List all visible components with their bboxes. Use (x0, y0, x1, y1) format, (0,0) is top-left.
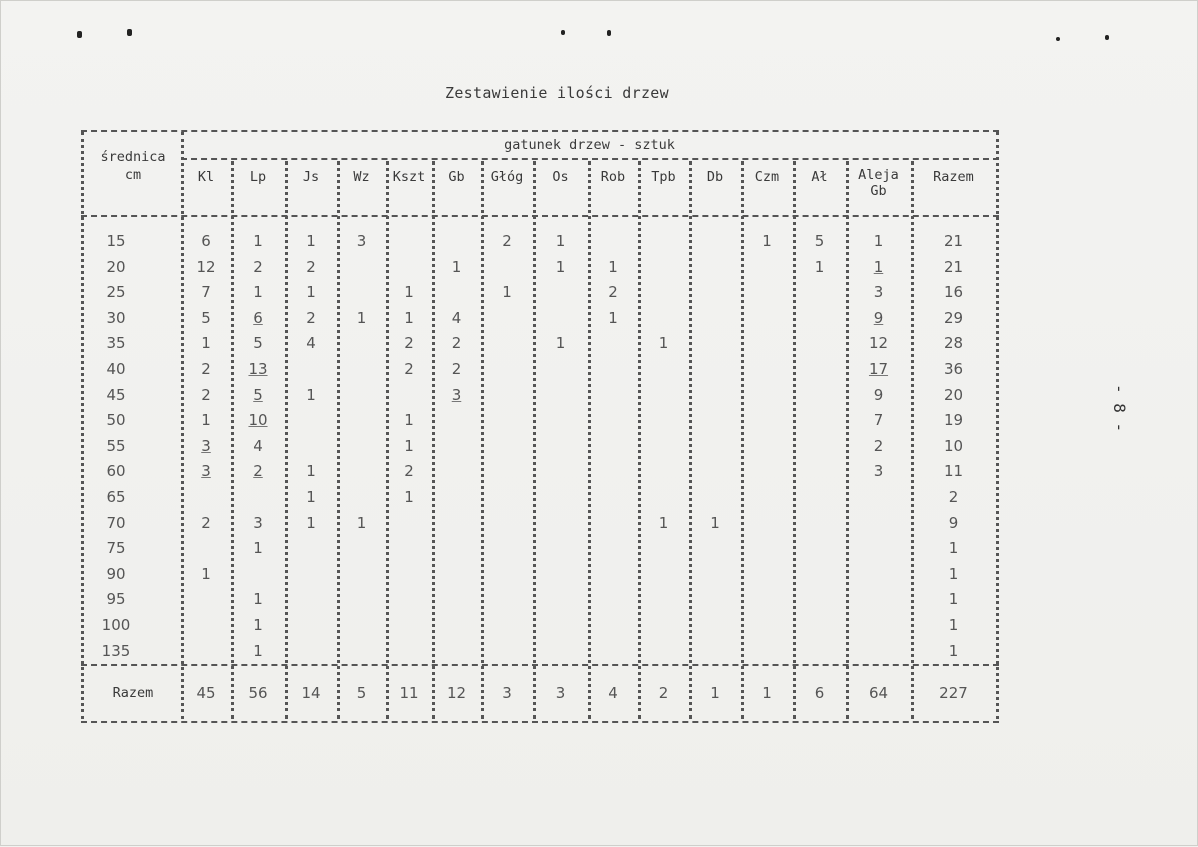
table-cell: 2 (201, 513, 211, 532)
table-cell: 9 (948, 513, 959, 532)
totals-cell: 3 (502, 684, 512, 702)
totals-cell: 5 (356, 684, 367, 702)
column-header: Gb (448, 169, 465, 185)
table-cell: 20 (943, 385, 964, 404)
table-cell: 6 (201, 232, 211, 250)
table-cell: 5 (253, 334, 263, 353)
totals-cell: 12 (446, 684, 467, 702)
column-header: Głóg (490, 169, 524, 185)
table-cell: 13 (248, 360, 268, 378)
table-cell: 1 (948, 641, 959, 660)
table-cell: 2 (502, 232, 512, 250)
column-divider (638, 161, 641, 719)
table-cell: 1 (608, 257, 618, 276)
table-cell: 1 (253, 641, 263, 660)
table-cell: 1 (404, 488, 414, 506)
table-cell: 1 (201, 564, 211, 583)
table-cell: 36 (943, 360, 964, 378)
table-cell: 1 (948, 616, 959, 634)
table-cell: 7 (873, 411, 884, 430)
row-diameter-label: 35 (106, 334, 126, 353)
table-cell: 1 (306, 462, 316, 481)
table-cell: 3 (873, 283, 884, 302)
column-header: Kl (197, 169, 215, 185)
table-cell: 2 (608, 283, 618, 302)
table-cell: 12 (196, 257, 216, 276)
table-cell: 12 (868, 334, 889, 353)
table-cell: 1 (356, 308, 367, 327)
column-header: Wz (353, 169, 370, 185)
table-cell: 1 (555, 334, 566, 353)
totals-cell: 227 (939, 684, 968, 702)
totals-cell: 1 (710, 684, 720, 702)
row-diameter-label: 15 (106, 232, 126, 250)
totals-label: Razem (112, 685, 154, 701)
table-cell: 6 (253, 308, 263, 327)
table-cell: 1 (253, 539, 263, 558)
column-divider (996, 132, 999, 719)
table-cell: 1 (502, 283, 512, 302)
table-cell: 3 (253, 513, 263, 532)
table-cell: 1 (201, 411, 211, 430)
row-diameter-label: 30 (106, 308, 126, 327)
row-diameter-label: 100 (101, 616, 131, 634)
table-cell: 9 (873, 385, 884, 404)
row-diameter-label: 70 (106, 513, 126, 532)
table-cell: 2 (306, 308, 316, 327)
column-header: Os (552, 169, 569, 185)
column-divider (689, 161, 692, 719)
totals-cell: 14 (301, 684, 321, 702)
totals-cell: 1 (762, 684, 772, 702)
document-title: Zestawienie ilości drzew (445, 84, 669, 102)
row-diameter-label: 135 (101, 641, 131, 660)
table-top-rule (81, 130, 999, 132)
totals-cell: 4 (608, 684, 618, 702)
row-header-unit: cm (124, 167, 142, 183)
column-header: Tpb (651, 169, 676, 185)
row-diameter-label: 45 (106, 385, 126, 404)
column-header: Razem (933, 169, 974, 185)
table-cell: 3 (356, 232, 367, 250)
totals-top-rule (81, 664, 999, 666)
table-cell: 4 (451, 308, 462, 327)
table-cell: 3 (201, 462, 211, 481)
table-cell: 21 (943, 257, 964, 276)
table-cell: 7 (201, 283, 211, 302)
column-header: Czm (754, 169, 780, 185)
page-number: - 8 - (1110, 384, 1129, 433)
table-cell: 2 (201, 360, 211, 378)
table-cell: 1 (306, 513, 316, 532)
column-divider (432, 161, 435, 719)
table-cell: 5 (814, 232, 825, 250)
table-cell: 1 (555, 257, 566, 276)
tree-count-table (1, 1, 1198, 847)
column-header: Db (706, 169, 724, 185)
column-header: Kszt (392, 169, 426, 185)
row-diameter-label: 65 (106, 488, 126, 506)
table-cell: 2 (201, 385, 211, 404)
row-diameter-label: 75 (106, 539, 126, 558)
table-cell: 19 (943, 411, 964, 430)
table-cell: 2 (404, 334, 414, 353)
row-diameter-label: 60 (106, 462, 126, 481)
table-cell: 1 (762, 232, 772, 250)
column-divider (588, 161, 591, 719)
table-cell: 21 (943, 232, 964, 250)
table-cell: 2 (404, 360, 414, 378)
table-cell: 1 (306, 385, 316, 404)
table-cell: 1 (404, 283, 414, 302)
row-header-label: średnica (100, 149, 166, 165)
column-header: Aleja Gb (858, 167, 899, 199)
table-cell: 4 (306, 334, 316, 353)
table-cell: 2 (948, 488, 959, 506)
table-cell: 1 (710, 513, 720, 532)
row-diameter-label: 55 (106, 436, 126, 455)
table-cell: 9 (873, 308, 884, 327)
header-bottom-rule (81, 215, 999, 217)
totals-cell: 3 (555, 684, 566, 702)
table-cell: 10 (248, 411, 268, 430)
table-cell: 28 (943, 334, 964, 353)
table-cell: 1 (306, 488, 316, 506)
table-cell: 1 (306, 232, 316, 250)
table-cell: 2 (253, 462, 263, 481)
table-cell: 2 (404, 462, 414, 481)
column-header: Rob (600, 169, 626, 185)
table-cell: 5 (201, 308, 211, 327)
table-cell: 1 (608, 308, 618, 327)
table-cell: 16 (943, 283, 964, 302)
table-cell: 1 (404, 436, 414, 455)
table-cell: 1 (451, 257, 462, 276)
table-cell: 3 (873, 462, 884, 481)
table-cell: 1 (253, 590, 263, 609)
table-cell: 1 (404, 411, 414, 430)
table-cell: 29 (943, 308, 964, 327)
table-cell: 1 (658, 334, 669, 353)
table-cell: 3 (201, 436, 211, 455)
table-cell: 1 (948, 564, 959, 583)
totals-cell: 56 (248, 684, 268, 702)
table-cell: 1 (253, 232, 263, 250)
row-diameter-label: 90 (106, 564, 126, 583)
row-diameter-label: 95 (106, 590, 126, 609)
table-cell: 1 (306, 283, 316, 302)
header-divider-rule (181, 158, 999, 160)
table-cell: 2 (253, 257, 263, 276)
table-cell: 4 (253, 436, 263, 455)
totals-cell: 2 (658, 684, 669, 702)
row-diameter-label: 50 (106, 411, 126, 430)
table-cell: 10 (943, 436, 964, 455)
table-cell: 2 (306, 257, 316, 276)
table-cell: 1 (948, 539, 959, 558)
table-cell: 1 (658, 513, 669, 532)
totals-cell: 64 (868, 684, 889, 702)
row-diameter-label: 25 (106, 283, 126, 302)
totals-cell: 45 (196, 684, 216, 702)
row-diameter-label: 20 (106, 257, 126, 276)
table-cell: 1 (201, 334, 211, 353)
table-cell: 1 (873, 232, 884, 250)
table-bottom-rule (81, 721, 999, 723)
column-group-header: gatunek drzew - sztuk (504, 137, 675, 153)
table-cell: 1 (253, 616, 263, 634)
totals-cell: 11 (399, 684, 419, 702)
totals-cell: 6 (814, 684, 825, 702)
table-cell: 1 (814, 257, 825, 276)
column-header: Ał (811, 169, 828, 185)
table-cell: 11 (943, 462, 964, 481)
table-cell: 2 (873, 436, 884, 455)
row-diameter-label: 40 (106, 360, 126, 378)
table-cell: 1 (404, 308, 414, 327)
table-cell: 2 (451, 334, 462, 353)
table-cell: 1 (948, 590, 959, 609)
table-cell: 17 (868, 360, 889, 378)
table-cell: 3 (451, 385, 462, 404)
column-header: Lp (249, 169, 267, 185)
column-header: Js (302, 169, 320, 185)
table-cell: 1 (356, 513, 367, 532)
table-cell: 1 (555, 232, 566, 250)
table-cell: 1 (253, 283, 263, 302)
table-cell: 5 (253, 385, 263, 404)
table-cell: 1 (873, 257, 884, 276)
table-cell: 2 (451, 360, 462, 378)
